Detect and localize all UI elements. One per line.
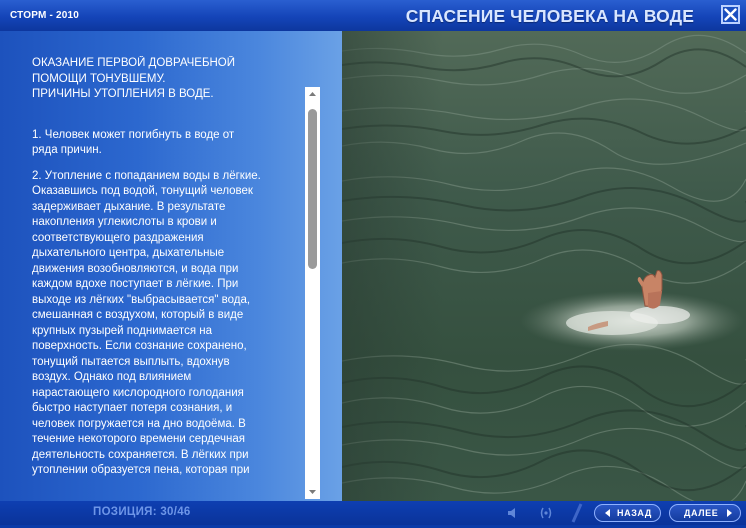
text-line: течение некоторого времени сердечная	[32, 433, 245, 445]
scroll-up-button[interactable]	[305, 87, 320, 101]
lesson-heading	[32, 56, 302, 103]
text-line: утоплении образуется пена, которая при	[32, 464, 250, 476]
text-line: Оказавшись под водой, тонущий человек	[32, 185, 253, 197]
text-line: накопления углекислоты в крови и	[32, 216, 217, 228]
text-scrollbar[interactable]	[305, 87, 320, 499]
text-line: каждом вдохе поступает в лёгкие. При	[32, 278, 239, 290]
text-line: нарастающего кислородного голодания	[32, 386, 244, 399]
back-button-label: НАЗАД	[617, 508, 652, 518]
back-button[interactable]	[594, 504, 661, 522]
text-line: человек погружается на дно водоёма. В	[32, 417, 246, 430]
text-line: крупных пузырей поднимается на	[32, 324, 212, 337]
heading-line: ОКАЗАНИЕ ПЕРВОЙ ДОВРАЧЕБНОЙ	[32, 57, 236, 69]
text-line: быстро наступает потеря сознания, и	[32, 402, 233, 414]
speaker-icon[interactable]	[506, 506, 520, 520]
text-panel	[0, 31, 342, 501]
text-line: 1. Человек может погибнуть в воде от	[32, 128, 235, 141]
text-line: соответствующего раздражения	[32, 231, 204, 244]
text-line: тонущий пытается выплыть, вдохнув	[32, 355, 230, 368]
text-line: 2. Утопление с попаданием воды в лёгкие.	[32, 169, 261, 182]
app-tag: СТОРМ - 2010	[10, 10, 80, 21]
paragraph-2	[32, 169, 302, 479]
footer-divider	[570, 503, 584, 523]
photo-image	[342, 31, 746, 501]
scroll-down-arrow-icon	[305, 485, 320, 499]
scroll-thumb[interactable]	[308, 109, 317, 269]
text-line: движения возобновляются, и вода при	[32, 262, 239, 275]
scroll-up-arrow-icon	[305, 87, 320, 101]
text-line: воздух. Однако под влиянием	[32, 371, 192, 383]
text-line: смешанная с воздухом, который в виде	[32, 309, 244, 321]
lesson-text	[32, 56, 302, 494]
position-counter: ПОЗИЦИЯ: 30/46	[93, 506, 191, 518]
paragraph-1	[32, 128, 302, 159]
arrow-right-icon	[724, 508, 734, 518]
arrow-left-icon	[603, 508, 613, 518]
page-title: СПАСЕНИЕ ЧЕЛОВЕКА НА ВОДЕ	[405, 6, 694, 26]
next-button[interactable]	[669, 504, 741, 522]
text-line: задерживает дыхание. В результате	[32, 200, 226, 213]
next-button-label: ДАЛЕЕ	[684, 508, 719, 518]
heading-line: ПОМОЩИ ТОНУВШЕМУ.	[32, 72, 166, 85]
footer-bar	[0, 501, 746, 525]
scroll-down-button[interactable]	[305, 485, 320, 499]
drowning-person-photo	[342, 31, 746, 501]
close-button[interactable]	[721, 5, 740, 24]
text-line: выходе из лёгких "выбрасывается" вода,	[32, 293, 251, 306]
close-icon	[724, 8, 737, 21]
text-line: дыхательного центра, дыхательные	[32, 247, 225, 259]
text-line: ряда причин.	[32, 144, 102, 156]
sound-wave-icon[interactable]	[538, 506, 554, 520]
text-line: поверхность. Если сознание сохранено,	[32, 340, 247, 352]
header-bar	[0, 0, 746, 31]
heading-line: ПРИЧИНЫ УТОПЛЕНИЯ В ВОДЕ.	[32, 88, 214, 100]
text-line: деятельность сохраняется. В лёгких при	[32, 448, 249, 461]
